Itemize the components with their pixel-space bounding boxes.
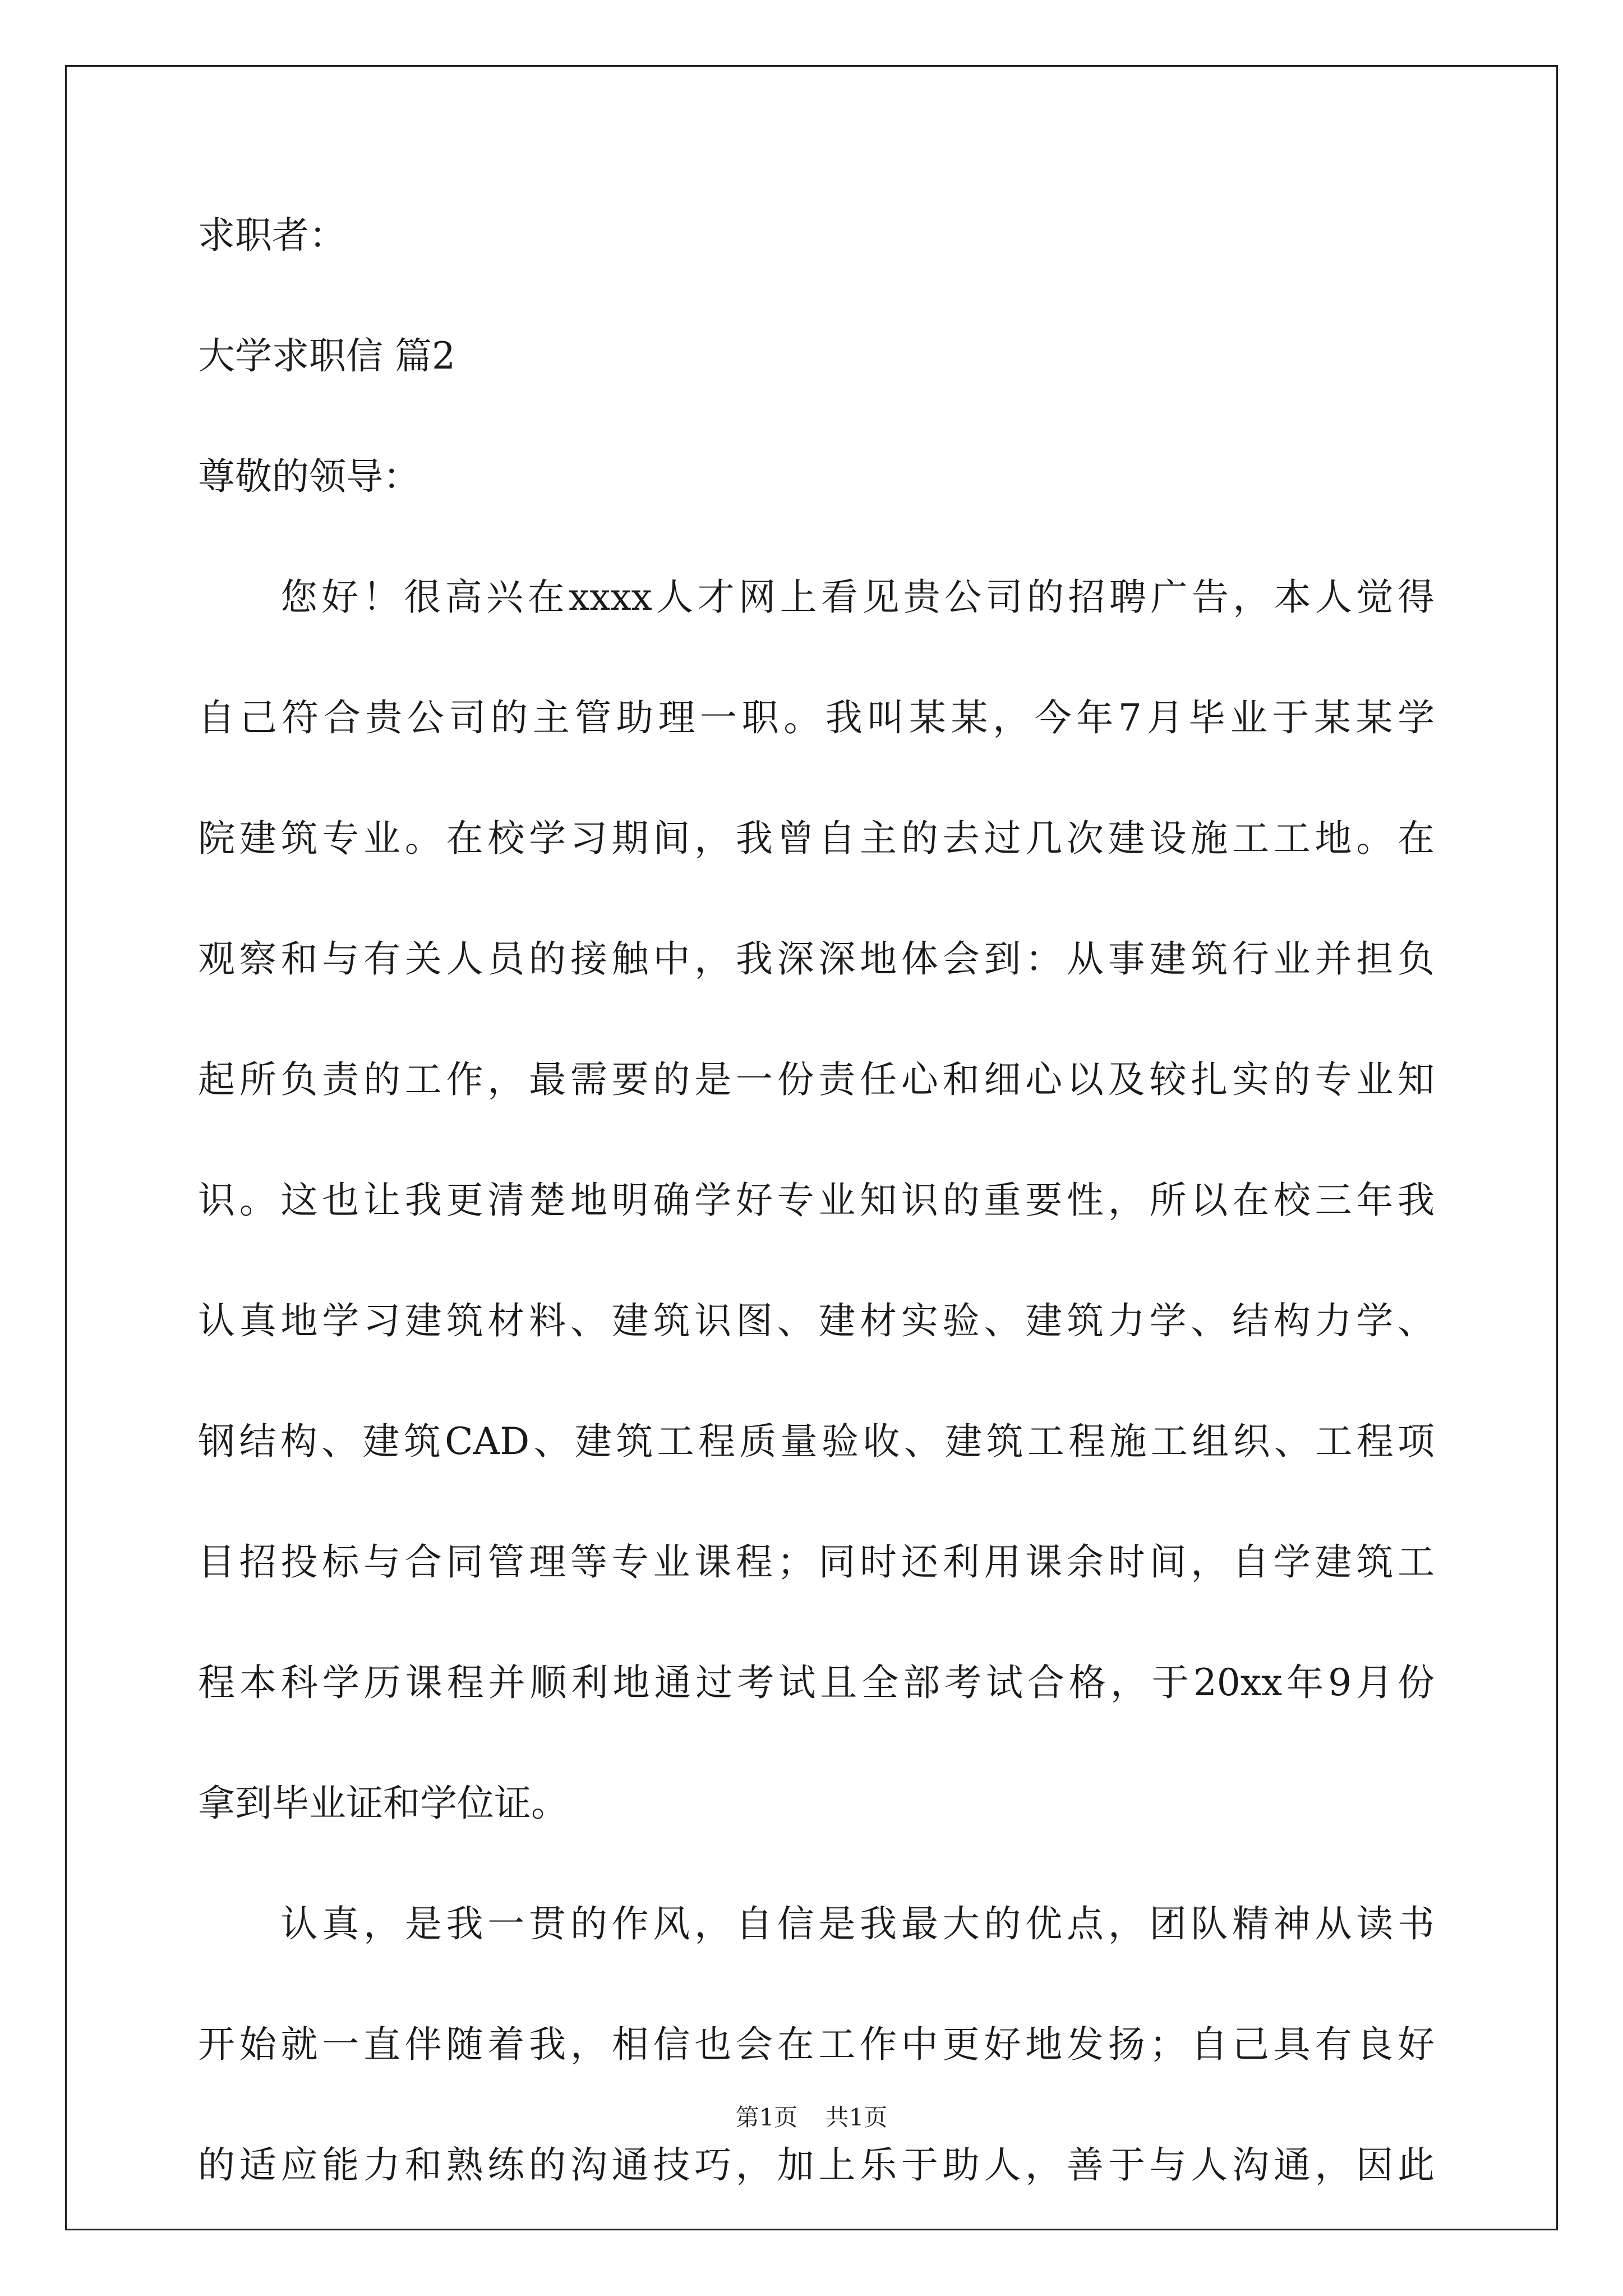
text-line: 程本科学历课程并顺利地通过考试且全部考试合格，于20xx年9月份 — [198, 1661, 1435, 1704]
text-line: 的适应能力和熟练的沟通技巧，加上乐于助人，善于与人沟通，因此 — [198, 2143, 1435, 2187]
text-line: 自己符合贵公司的主管助理一职。我叫某某，今年7月毕业于某某学 — [198, 696, 1435, 739]
text-line: 院建筑专业。在校学习期间，我曾自主的去过几次建设施工工地。在 — [198, 817, 1435, 860]
text-line: 大学求职信 篇2 — [198, 334, 455, 378]
page-total: 共1页 — [825, 2104, 888, 2131]
text-line: 开始就一直伴随着我，相信也会在工作中更好地发扬；自己具有良好 — [198, 2023, 1435, 2066]
text-line: 拿到毕业证和学位证。 — [198, 1782, 568, 1825]
text-line: 求职者： — [198, 214, 346, 257]
text-line: 观察和与有关人员的接触中，我深深地体会到：从事建筑行业并担负 — [198, 937, 1435, 981]
text-line: 认真地学习建筑材料、建筑识图、建材实验、建筑力学、结构力学、 — [198, 1299, 1435, 1342]
text-line: 识。这也让我更清楚地明确学好专业知识的重要性，所以在校三年我 — [198, 1179, 1435, 1222]
text-line: 钢结构、建筑CAD、建筑工程质量验收、建筑工程施工组织、工程项 — [198, 1420, 1435, 1463]
text-line: 尊敬的领导： — [198, 455, 420, 498]
text-line: 认真，是我一贯的作风，自信是我最大的优点，团队精神从读书 — [198, 1902, 1435, 1945]
text-line: 目招投标与合同管理等专业课程；同时还利用课余时间，自学建筑工 — [198, 1540, 1435, 1584]
text-line: 您好！很高兴在xxxx人才网上看见贵公司的招聘广告，本人觉得 — [198, 576, 1435, 619]
page-number: 第1页 — [735, 2104, 798, 2131]
page-footer — [0, 2104, 1623, 2132]
text-line: 起所负责的工作，最需要的是一份责任心和细心以及较扎实的专业知 — [198, 1058, 1435, 1101]
